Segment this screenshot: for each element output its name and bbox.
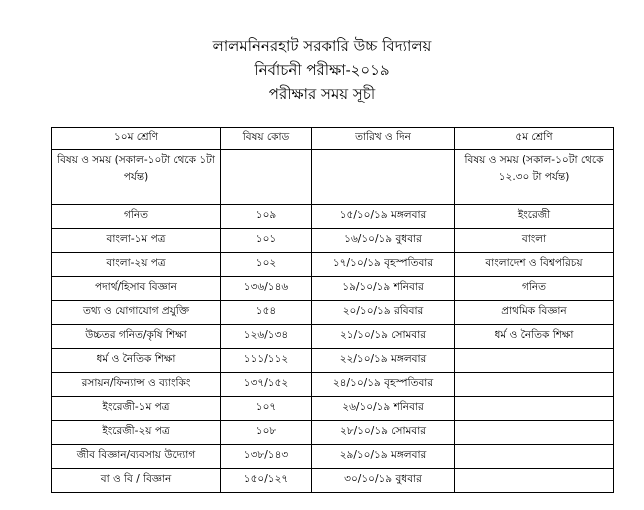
cell-subject-code: ১৩৬/১৪৬ [221,277,312,301]
cell-class5-subject [455,469,614,493]
cell-class10-subject: বাংলা-১ম পত্র [52,229,221,253]
cell-class5-subject: ইংরেজী [455,205,614,229]
schedule-title: পরীক্ষার সময় সূচী [268,85,376,103]
table-row [52,325,614,349]
document-header [0,34,644,106]
cell-date-day: ২৪/১০/১৯ বৃহস্পতিবার [312,373,455,397]
cell-class10-subject: বা ও বি / বিজ্ঞান [52,469,221,493]
table-row [52,397,614,421]
cell-class5-subject: বাংলাদেশ ও বিশ্বপরিচয় [455,253,614,277]
cell-class10-subject: জীব বিজ্ঞান/ব্যবসায় উদ্যোগ [52,445,221,469]
table-row [52,253,614,277]
cell-date-day: ২১/১০/১৯ সোমবার [312,325,455,349]
cell-class5-subject [455,445,614,469]
subheader-empty [221,150,312,205]
cell-class5-subject [455,421,614,445]
cell-date-day: ২৬/১০/১৯ শনিবার [312,397,455,421]
table-row [52,349,614,373]
column-header-date-day: তারিখ ও দিন [312,128,455,150]
table-row [52,277,614,301]
exam-schedule-table [51,127,614,493]
cell-subject-code: ১২৬/১৩৪ [221,325,312,349]
subheader-class10-time: বিষয় ও সময় (সকাল-১০টা থেকে ১টা পর্যন্ত) [52,150,221,205]
cell-class5-subject: গনিত [455,277,614,301]
cell-class10-subject: ইংরেজী-১ম পত্র [52,397,221,421]
table-row [52,229,614,253]
column-header-class5: ৫ম শ্রেণি [455,128,614,150]
cell-class10-subject: ধর্ম ও নৈতিক শিক্ষা [52,349,221,373]
cell-date-day: ১৬/১০/১৯ বুধবার [312,229,455,253]
cell-date-day: ২৯/১০/১৯ মঙ্গলবার [312,445,455,469]
table-row [52,469,614,493]
cell-class5-subject [455,397,614,421]
table-row [52,445,614,469]
subheader-class5-time: বিষয় ও সময় (সকাল-১০টা থেকে ১২.৩০ টা পর্যন্ত) [455,150,614,205]
subheader-row [52,150,614,205]
table-header-row [52,128,614,150]
table-row [52,421,614,445]
cell-subject-code: ১০৮ [221,421,312,445]
cell-subject-code: ১৫৪ [221,301,312,325]
table-row [52,301,614,325]
cell-subject-code: ১৫০/১২৭ [221,469,312,493]
cell-subject-code: ১০২ [221,253,312,277]
cell-class10-subject: পদার্থ/হিসাব বিজ্ঞান [52,277,221,301]
cell-class10-subject: বাংলা-২য় পত্র [52,253,221,277]
cell-date-day: ১৫/১০/১৯ মঙ্গলবার [312,205,455,229]
cell-class10-subject: ইংরেজী-২য় পত্র [52,421,221,445]
cell-subject-code: ১৩৮/১৪৩ [221,445,312,469]
cell-class5-subject [455,373,614,397]
cell-subject-code: ১০৭ [221,397,312,421]
school-name: লালমনিনরহাট সরকারি উচ্চ বিদ্যালয় [212,37,432,55]
cell-subject-code: ১১১/১১২ [221,349,312,373]
cell-class10-subject: উচ্চতর গনিত/কৃষি শিক্ষা [52,325,221,349]
table-row [52,205,614,229]
cell-class5-subject: প্রাথমিক বিজ্ঞান [455,301,614,325]
cell-date-day: ২০/১০/১৯ রবিবার [312,301,455,325]
cell-subject-code: ১০১ [221,229,312,253]
column-header-subject-code: বিষয় কোড [221,128,312,150]
cell-class5-subject: ধর্ম ও নৈতিক শিক্ষা [455,325,614,349]
cell-date-day: ১৯/১০/১৯ শনিবার [312,277,455,301]
cell-class10-subject: তথ্য ও যোগাযোগ প্রযুক্তি [52,301,221,325]
cell-date-day: ১৭/১০/১৯ বৃহস্পতিবার [312,253,455,277]
cell-class10-subject: রসায়ন/ফিন্যান্স ও ব্যাংকিং [52,373,221,397]
cell-date-day: ২৮/১০/১৯ সোমবার [312,421,455,445]
cell-class10-subject: গনিত [52,205,221,229]
cell-date-day: ৩০/১০/১৯ বুধবার [312,469,455,493]
exam-title: নির্বাচনী পরীক্ষা-২০১৯ [254,61,390,79]
cell-class5-subject [455,349,614,373]
cell-subject-code: ১৩৭/১৫২ [221,373,312,397]
table-row [52,373,614,397]
cell-date-day: ২২/১০/১৯ মঙ্গলবার [312,349,455,373]
cell-class5-subject: বাংলা [455,229,614,253]
cell-subject-code: ১০৯ [221,205,312,229]
subheader-empty [312,150,455,205]
column-header-class10: ১০ম শ্রেণি [52,128,221,150]
